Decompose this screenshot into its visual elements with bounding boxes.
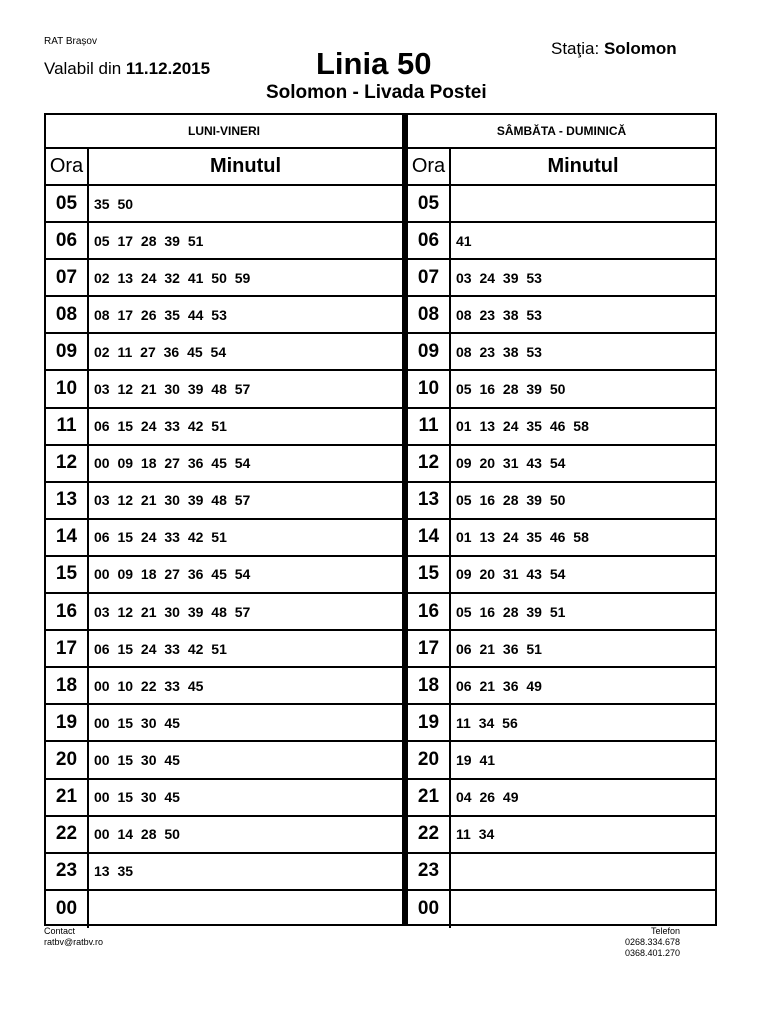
minutes-cell: 06 21 36 51 [456, 640, 542, 657]
hour-cell: 08 [46, 297, 89, 332]
route-title: Solomon - Livada Postei [266, 82, 487, 103]
hour-cell: 08 [408, 297, 451, 332]
minutes-cell: 01 13 24 35 46 58 [456, 529, 589, 546]
timetable-row [408, 891, 715, 928]
timetable-row [408, 409, 715, 446]
timetable-row [408, 705, 715, 742]
weekend-rows [408, 186, 715, 928]
timetable-row [408, 334, 715, 371]
hour-cell: 06 [408, 223, 451, 258]
valid-date: 11.12.2015 [125, 59, 211, 78]
hour-cell: 07 [46, 260, 89, 295]
hour-cell: 12 [46, 446, 89, 481]
hour-cell: 06 [46, 223, 89, 258]
timetable-row [408, 260, 715, 297]
hour-cell: 16 [408, 594, 451, 629]
timetable-row [408, 594, 715, 631]
hour-cell: 09 [46, 334, 89, 369]
weekday-rows [46, 186, 402, 928]
hour-cell: 05 [46, 186, 89, 221]
line-title: Linia 50 [316, 46, 432, 81]
minute-header: Minutul [209, 155, 282, 177]
hour-cell: 21 [46, 780, 89, 815]
minutes-cell: 35 50 [94, 195, 134, 212]
valid-label: Valabil din [44, 59, 122, 78]
weekend-table [404, 113, 717, 926]
timetable-row [408, 371, 715, 408]
phone-number-1: 0268.334.678 [625, 937, 681, 947]
hour-cell: 19 [408, 705, 451, 740]
minutes-cell: 41 [456, 232, 472, 249]
weekday-table [44, 113, 404, 926]
hour-header: Ora [408, 149, 451, 184]
minutes-cell: 04 26 49 [456, 789, 519, 806]
timetable-row [46, 260, 402, 297]
hour-cell: 22 [46, 817, 89, 852]
hour-cell: 10 [46, 371, 89, 406]
hour-cell: 00 [408, 891, 451, 928]
hour-cell: 23 [408, 854, 451, 889]
timetable-row [408, 817, 715, 854]
hour-cell: 17 [408, 631, 451, 666]
minutes-cell: 09 20 31 43 54 [456, 455, 566, 472]
hour-cell: 07 [408, 260, 451, 295]
timetable-row [408, 742, 715, 779]
weekday-column-headers [46, 149, 402, 186]
timetable-row [408, 223, 715, 260]
timetable-row [46, 186, 402, 223]
minutes-cell: 08 23 38 53 [456, 343, 542, 360]
minutes-cell [451, 891, 715, 928]
timetable-row [46, 742, 402, 779]
hour-cell: 21 [408, 780, 451, 815]
timetable-row [408, 446, 715, 483]
hour-cell: 18 [408, 668, 451, 703]
minutes-cell: 08 17 26 35 44 53 [94, 306, 227, 323]
minutes-cell: 19 41 [456, 751, 496, 768]
timetable-row [408, 631, 715, 668]
timetable-row [46, 223, 402, 260]
minutes-cell: 05 16 28 39 50 [456, 492, 566, 509]
station-name: Solomon [603, 39, 677, 58]
minutes-cell: 06 21 36 49 [456, 677, 542, 694]
timetable-row [408, 854, 715, 891]
timetable-row [46, 891, 402, 928]
hour-cell: 12 [408, 446, 451, 481]
timetable-row [46, 334, 402, 371]
hour-cell: 13 [46, 483, 89, 518]
minutes-cell: 13 35 [94, 863, 134, 880]
timetable-row [46, 817, 402, 854]
timetable-row [46, 705, 402, 742]
minutes-cell: 00 15 30 45 [94, 789, 180, 806]
timetable-row [46, 594, 402, 631]
hour-cell: 10 [408, 371, 451, 406]
minutes-cell: 06 15 24 33 42 51 [94, 529, 227, 546]
station-label: Staţia: [551, 39, 600, 58]
hour-header: Ora [46, 149, 89, 184]
hour-cell: 16 [46, 594, 89, 629]
hour-cell: 13 [408, 483, 451, 518]
hour-cell: 18 [46, 668, 89, 703]
minutes-cell [451, 186, 715, 221]
minutes-cell: 00 10 22 33 45 [94, 677, 204, 694]
timetable-row [408, 520, 715, 557]
timetable-row [46, 780, 402, 817]
hour-cell: 22 [408, 817, 451, 852]
minutes-cell: 03 12 21 30 39 48 57 [94, 381, 251, 398]
timetable-row [46, 371, 402, 408]
minutes-cell: 00 15 30 45 [94, 751, 180, 768]
hour-cell: 23 [46, 854, 89, 889]
minutes-cell: 01 13 24 35 46 58 [456, 418, 589, 435]
timetable-row [408, 780, 715, 817]
weekday-title: LUNI-VINERI [46, 115, 402, 149]
minutes-cell: 03 12 21 30 39 48 57 [94, 492, 251, 509]
minutes-cell: 03 12 21 30 39 48 57 [94, 603, 251, 620]
minutes-cell: 06 15 24 33 42 51 [94, 418, 227, 435]
timetable-row [46, 409, 402, 446]
minutes-cell: 11 34 [456, 826, 495, 843]
phone-number-2: 0368.401.270 [625, 948, 681, 958]
timetable-row [46, 854, 402, 891]
minutes-cell: 00 15 30 45 [94, 714, 180, 731]
minutes-cell: 11 34 56 [456, 714, 518, 731]
minutes-cell: 05 16 28 39 50 [456, 381, 566, 398]
minutes-cell [451, 854, 715, 889]
minutes-cell: 02 11 27 36 45 54 [94, 343, 227, 360]
timetable-row [46, 520, 402, 557]
weekend-column-headers [408, 149, 715, 186]
minutes-cell: 03 24 39 53 [456, 269, 542, 286]
timetable-row [46, 557, 402, 594]
phone-block [625, 926, 680, 959]
timetable-row [408, 297, 715, 334]
minutes-cell: 00 14 28 50 [94, 826, 180, 843]
timetable-row [408, 483, 715, 520]
timetable-row [408, 668, 715, 705]
timetable-row [408, 186, 715, 223]
contact-block [44, 926, 103, 948]
hour-cell: 11 [46, 409, 89, 444]
minutes-cell: 00 09 18 27 36 45 54 [94, 455, 251, 472]
timetable-row [46, 631, 402, 668]
validity [44, 59, 210, 79]
hour-cell: 09 [408, 334, 451, 369]
contact-label: Contact [44, 926, 76, 936]
phone-label: Telefon [651, 926, 681, 936]
hour-cell: 20 [46, 742, 89, 777]
minute-header: Minutul [547, 155, 619, 177]
company-name: RAT Brașov [44, 36, 97, 47]
timetable-row [46, 297, 402, 334]
timetable-row [408, 557, 715, 594]
hour-cell: 05 [408, 186, 451, 221]
hour-cell: 17 [46, 631, 89, 666]
minutes-cell: 08 23 38 53 [456, 306, 542, 323]
minutes-cell: 09 20 31 43 54 [456, 566, 566, 583]
timetable-row [46, 446, 402, 483]
timetable-row [46, 668, 402, 705]
minutes-cell: 05 17 28 39 51 [94, 232, 204, 249]
contact-email[interactable]: ratbv@ratbv.ro [44, 937, 103, 947]
minutes-cell: 02 13 24 32 41 50 59 [94, 269, 251, 286]
hour-cell: 11 [408, 409, 451, 444]
hour-cell: 00 [46, 891, 89, 928]
hour-cell: 14 [46, 520, 89, 555]
minutes-cell: 06 15 24 33 42 51 [94, 640, 227, 657]
hour-cell: 15 [46, 557, 89, 592]
minutes-cell: 05 16 28 39 51 [456, 603, 566, 620]
hour-cell: 15 [408, 557, 451, 592]
hour-cell: 20 [408, 742, 451, 777]
minutes-cell: 00 09 18 27 36 45 54 [94, 566, 251, 583]
hour-cell: 19 [46, 705, 89, 740]
hour-cell: 14 [408, 520, 451, 555]
weekend-title: SÂMBĂTA - DUMINICĂ [408, 115, 715, 149]
timetable-row [46, 483, 402, 520]
minutes-cell [89, 891, 402, 928]
station [551, 39, 677, 59]
